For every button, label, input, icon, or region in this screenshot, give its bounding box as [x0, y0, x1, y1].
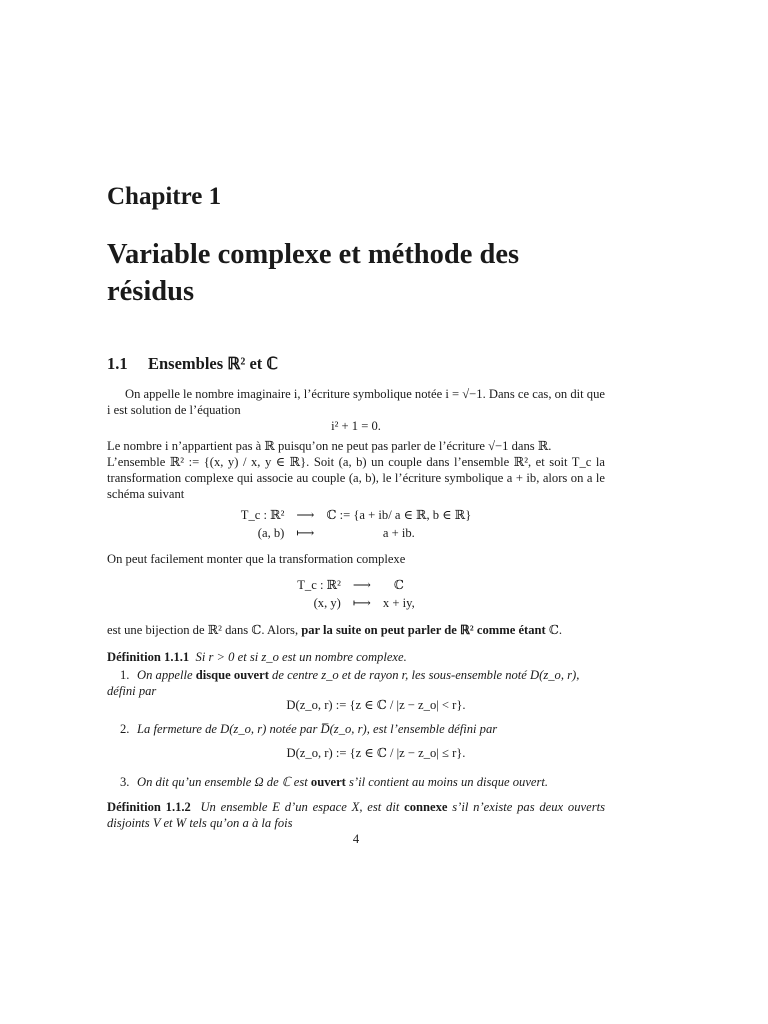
definition-label: Définition 1.1.1 [107, 650, 190, 664]
paragraph-bijection-intro: On peut facilement monter que la transformation complexe [107, 552, 406, 566]
formula-open-disk: D(z_o, r) := {z ∈ ℂ / |z − z_o| < r}. [286, 698, 466, 712]
item-text-cont: s’il contient au moins un disque ouvert. [345, 775, 549, 789]
page-number: 4 [352, 832, 360, 846]
formula-closed-disk: D(z_o, r) := {z ∈ ℂ / |z − z_o| ≤ r}. [286, 746, 466, 760]
document-page [107, 0, 607, 1024]
bijection-bold-text: par la suite on peut parler de ℝ² comme étant [301, 623, 546, 637]
map1-row2-left: (a, b) [257, 526, 285, 540]
section-title: Ensembles ℝ² et ℂ [148, 354, 278, 373]
item-number: 1. [120, 668, 130, 682]
chapter-title: Variable complexe et méthode des résidus [107, 239, 520, 307]
item-text: On dit qu’un ensemble Ω de ℂ est [137, 775, 311, 789]
map2-row2-arrow: ⟼ [352, 596, 371, 610]
map2-row1-arrow: ⟶ [352, 578, 371, 592]
definition-item-1 [107, 667, 605, 699]
item-number: 3. [120, 775, 130, 789]
item-number: 2. [120, 722, 130, 736]
item-bold-term: ouvert [310, 775, 346, 789]
map2-row2-left: (x, y) [313, 596, 341, 610]
definition-text-cont: s’il n’existe pas deux ouverts disjoints V et W tels qu’on a à la fois [107, 800, 606, 830]
map2-row2-right: x + iy, [382, 596, 415, 610]
section-number: 1.1 [107, 354, 128, 373]
definition-intro: Si r > 0 et si z_o est un nombre complexe. [195, 650, 407, 664]
paragraph-i-not-real: Le nombre i n’appartient pas à ℝ puisqu’on ne peut pas parler de l’écriture √−1 dans ℝ. [107, 439, 552, 453]
definition-label: Définition 1.1.2 [107, 800, 191, 814]
map1-row1-left: T_c : ℝ² [240, 508, 285, 522]
section-heading [107, 354, 278, 374]
mapping-diagram-2 [107, 576, 605, 612]
bijection-text: est une bijection de ℝ² dans ℂ. Alors, [107, 623, 302, 637]
paragraph-bijection [107, 622, 605, 638]
item-text: On appelle [137, 668, 196, 682]
item-bold-term: disque ouvert [195, 668, 269, 682]
definition-1-1-2 [107, 799, 605, 831]
map2-row1-right: ℂ [393, 578, 404, 592]
map1-row2-right: a + ib. [382, 526, 415, 540]
map1-row1-arrow: ⟶ [296, 508, 315, 522]
definition-bold-term: connexe [404, 800, 448, 814]
mapping-diagram-1 [107, 506, 605, 542]
item-text: La fermeture de D(z_o, r) notée par D̅(z_o, r), est l’ensemble défini par [137, 722, 498, 736]
map1-row1-right: ℂ := {a + ib/ a ∈ ℝ, b ∈ ℝ} [326, 508, 472, 522]
definition-text: Un ensemble E d’un espace X, est dit [200, 800, 405, 814]
map2-row1-left: T_c : ℝ² [297, 578, 341, 592]
paragraph-imaginary-unit: On appelle le nombre imaginaire i, l’écriture symbolique notée i = √−1. Dans ce cas, on dit que i est solution de l’équation [107, 387, 605, 417]
paragraph-r2-definition: L’ensemble ℝ² := {(x, y) / x, y ∈ ℝ}. Soit (a, b) un couple dans l’ensemble ℝ², et soit T_c la transformation complexe qui associe au couple (a, b), le l’écriture symbolique a + ib, alors on a le schéma suivant [107, 455, 605, 501]
equation-i-squared: i² + 1 = 0. [331, 419, 381, 433]
definition-item-3 [107, 774, 605, 790]
definition-item-2 [107, 721, 605, 737]
chapter-label: Chapitre 1 [107, 183, 222, 210]
bijection-end-text: ℂ. [545, 623, 563, 637]
definition-1-1-1 [107, 649, 605, 665]
item-text-cont: de centre z_o et de rayon r, les sous-ensemble noté D(z_o, r), défini par [107, 668, 580, 698]
map1-row2-arrow: ⟼ [296, 526, 315, 540]
